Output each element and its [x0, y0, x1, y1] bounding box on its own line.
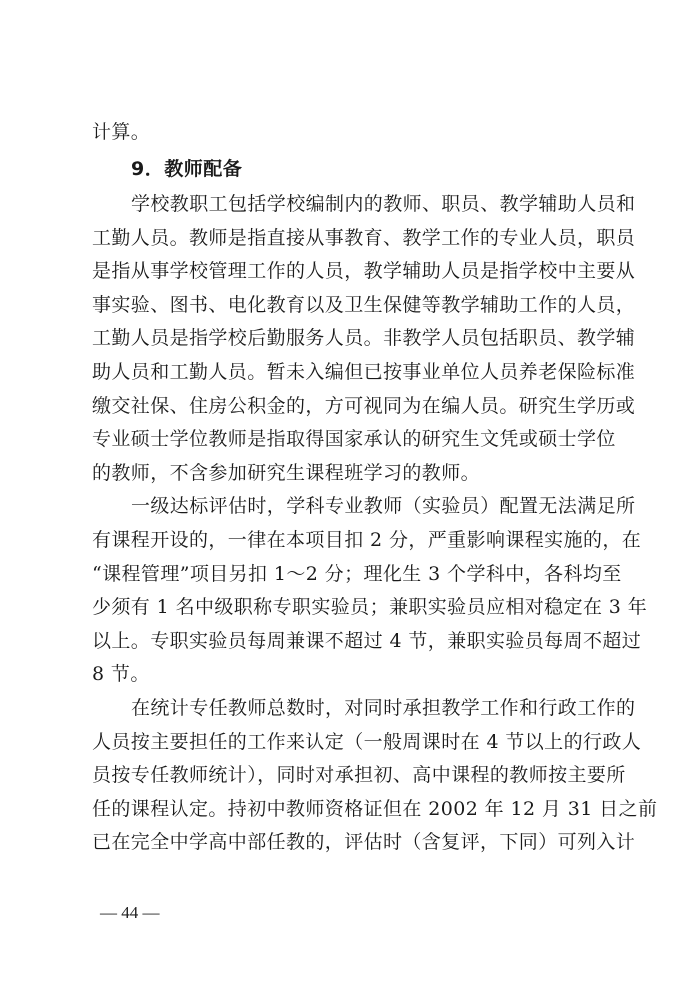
text-line: 计算。 — [92, 121, 151, 143]
text-line: 专业硕士学位教师是指取得国家承认的研究生文凭或硕士学位 — [92, 428, 616, 450]
text-line: “课程管理”项目另扣 1～2 分；理化生 3 个学科中，各科均至 — [92, 563, 622, 585]
text-line: 一级达标评估时，学科专业教师（实验员）配置无法满足所 — [131, 495, 636, 517]
text-line: 工勤人员。教师是指直接从事教育、教学工作的专业人员，职员 — [92, 227, 636, 249]
text-line: 的教师，不含参加研究生课程班学习的教师。 — [92, 462, 481, 484]
text-line: 已在完全中学高中部任教的，评估时（含复评，下同）可列入计 — [92, 831, 636, 853]
text-line: 以上。专职实验员每周兼课不超过 4 节，兼职实验员每周不超过 — [92, 630, 642, 652]
text-line: 助人员和工勤人员。暂未入编但已按事业单位人员养老保险标准 — [92, 361, 636, 383]
text-line: 8 节。 — [92, 663, 150, 685]
text-line: 是指从事学校管理工作的人员，教学辅助人员是指学校中主要从 — [92, 260, 636, 282]
text-line: 学校教职工包括学校编制内的教师、职员、教学辅助人员和 — [131, 193, 636, 215]
text-line: 有课程开设的，一律在本项目扣 2 分，严重影响课程实施的，在 — [92, 529, 642, 551]
page-number: — 44 — — [100, 903, 160, 922]
section-heading: 9．教师配备 — [131, 158, 243, 180]
text-line: 少须有 1 名中级职称专职实验员；兼职实验员应相对稳定在 3 年 — [92, 596, 648, 618]
text-line: 工勤人员是指学校后勤服务人员。非教学人员包括职员、教学辅 — [92, 327, 636, 349]
text-line: 在统计专任教师总数时，对同时承担教学工作和行政工作的 — [131, 697, 636, 719]
text-line: 任的课程认定。持初中教师资格证但在 2002 年 12 月 31 日之前 — [92, 798, 658, 820]
text-line: 人员按主要担任的工作来认定（一般周课时在 4 节以上的行政人 — [92, 731, 642, 753]
text-line: 员按专任教师统计），同时对承担初、高中课程的教师按主要所 — [92, 764, 626, 786]
text-line: 缴交社保、住房公积金的，方可视同为在编人员。研究生学历或 — [92, 395, 636, 417]
text-line: 事实验、图书、电化教育以及卫生保健等教学辅助工作的人员， — [92, 294, 636, 316]
